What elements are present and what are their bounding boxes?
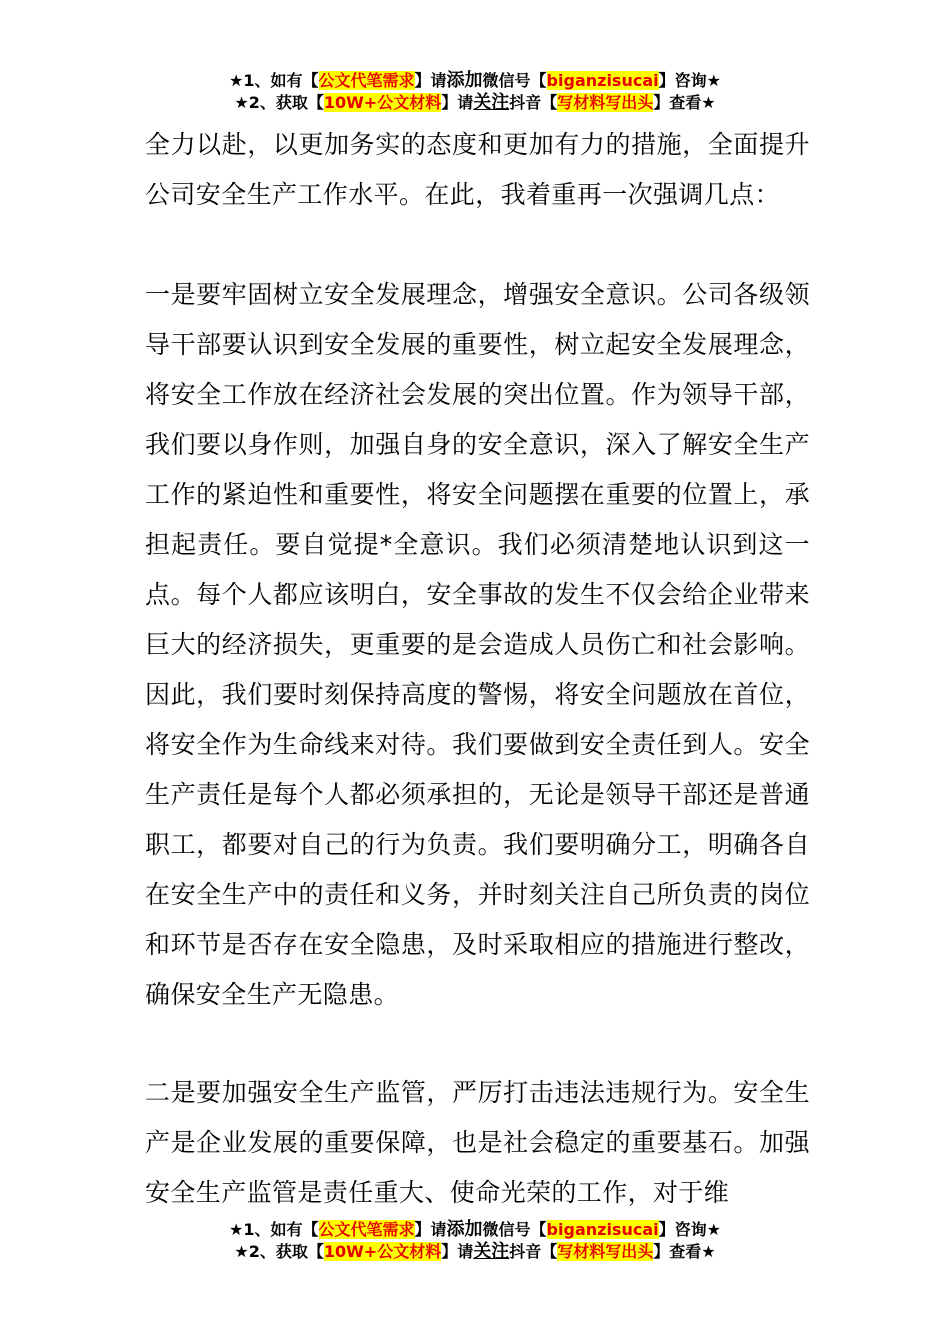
banner-emphasis: 添加 xyxy=(446,70,483,91)
paragraph-point-two: 二是要加强安全生产监管，严厉打击违法违规行为。安全生产是企业发展的重要保障，也是社会稳定的重要基石。加强安全生产监管是责任重大、使命光荣的工作，对于维 xyxy=(145,1078,810,1207)
banner-text: 】查看★ xyxy=(653,1242,716,1261)
banner-line-2 xyxy=(0,92,950,114)
banner-text: 】请 xyxy=(414,71,447,90)
footer-banner xyxy=(0,1219,950,1263)
highlight-ghostwriting: 公文代笔需求 xyxy=(318,71,415,90)
banner-text: 】咨询★ xyxy=(658,1220,721,1239)
highlight-ghostwriting: 公文代笔需求 xyxy=(318,1220,415,1239)
banner-text: 】请 xyxy=(441,93,474,112)
highlight-materials: 10W+公文材料 xyxy=(323,1242,442,1261)
banner-text: 】请 xyxy=(441,1242,474,1261)
banner-text: ★1、如有【 xyxy=(229,71,319,90)
highlight-douyin-account: 写材料写出头 xyxy=(557,1242,654,1261)
highlight-wechat-id: biganzisucai xyxy=(546,1220,659,1239)
banner-emphasis: 关注 xyxy=(473,92,510,113)
banner-line-2 xyxy=(0,1241,950,1263)
banner-text: ★1、如有【 xyxy=(229,1220,319,1239)
banner-text: 】查看★ xyxy=(653,93,716,112)
banner-text: 】咨询★ xyxy=(658,71,721,90)
banner-line-1 xyxy=(0,1219,950,1241)
highlight-douyin-account: 写材料写出头 xyxy=(557,93,654,112)
banner-emphasis: 添加 xyxy=(446,1219,483,1240)
highlight-materials: 10W+公文材料 xyxy=(323,93,442,112)
banner-text: ★2、获取【 xyxy=(234,1242,324,1261)
banner-text: 抖音【 xyxy=(509,93,558,112)
header-banner xyxy=(0,70,950,114)
banner-text: ★2、获取【 xyxy=(234,93,324,112)
banner-emphasis: 关注 xyxy=(473,1241,510,1262)
paragraph-intro: 全力以赴，以更加务实的态度和更加有力的措施，全面提升公司安全生产工作水平。在此，我着重再一次强调几点： xyxy=(145,130,810,209)
banner-text: 抖音【 xyxy=(509,1242,558,1261)
paragraph-point-one: 一是要牢固树立安全发展理念，增强安全意识。公司各级领导干部要认识到安全发展的重要性，树立起安全发展理念，将安全工作放在经济社会发展的突出位置。作为领导干部，我们要以身作则，加强自身的安全意识，深入了解安全生产工作的紧迫性和重要性，将安全问题摆在重要的位置上，承担起责任。要自觉提*全意识。我们必须清楚地认识到这一点。每个人都应该明白，安全事故的发生不仅会给企业带来巨大的经济损失，更重要的是会造成人员伤亡和社会影响。因此，我们要时刻保持高度的警惕，将安全问题放在首位，将安全作为生命线来对待。我们要做到安全责任到人。安全生产责任是每个人都必须承担的，无论是领导干部还是普通职工，都要对自己的行为负责。我们要明确分工，明确各自在安全生产中的责任和义务，并时刻关注自己所负责的岗位和环节是否存在安全隐患，及时采取相应的措施进行整改，确保安全生产无隐患。 xyxy=(145,280,810,1009)
highlight-wechat-id: biganzisucai xyxy=(546,71,659,90)
banner-text: 微信号【 xyxy=(482,1220,547,1239)
banner-line-1 xyxy=(0,70,950,92)
banner-text: 微信号【 xyxy=(482,71,547,90)
banner-text: 】请 xyxy=(414,1220,447,1239)
